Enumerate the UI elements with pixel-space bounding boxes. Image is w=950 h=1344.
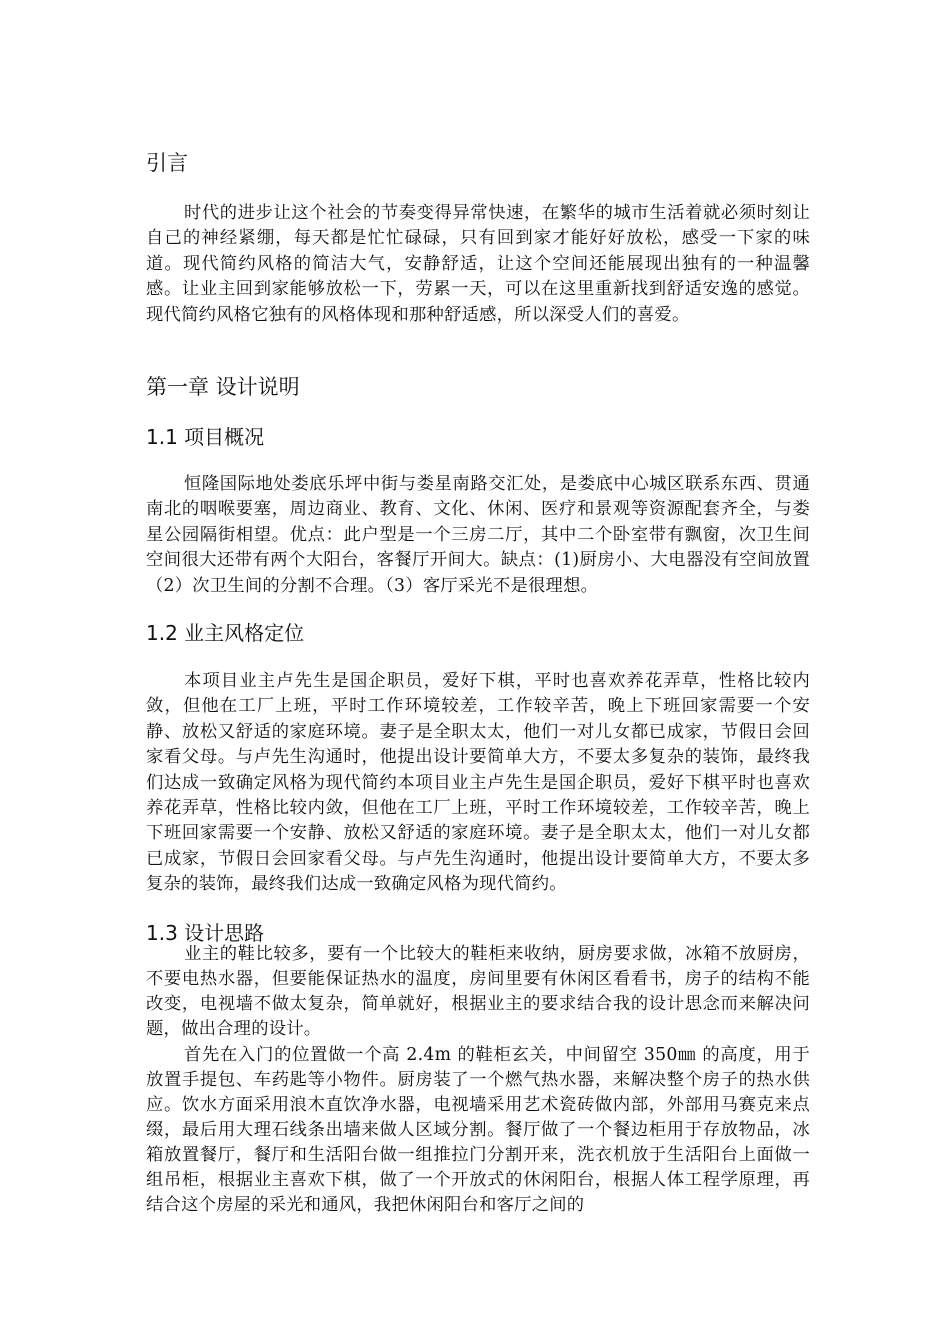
section-1-2-paragraph: 本项目业主卢先生是国企职员，爱好下棋，平时也喜欢养花弄草，性格比较内敛，但他在工厂上班，平时工作环境较差，工作较辛苦，晚上下班回家需要一个安静、放松又舒适的家庭环境。妻子是全职太太，他们一对儿女都已成家，节假日会回家看父母。与卢先生沟通时，他提出设计要简单大方，不要太多复杂的装饰，最终我们达成一致确定风格为现代简约本项目业主卢先生是国企职员，爱好下棋平时也喜欢养花弄草，性格比较内敛，但他在工厂上班，平时工作环境较差，工作较辛苦，晚上下班回家需要一个安静、放松又舒适的家庭环境。妻子是全职太太，他们一对儿女都已成家，节假日会回家看父母。与卢先生沟通时，他提出设计要简单大方，不要太多复杂的装饰，最终我们达成一致确定风格为现代简约。 — [146, 671, 810, 895]
chapter-1-heading: 第一章 设计说明 — [146, 375, 300, 399]
section-1-1-paragraph: 恒隆国际地处娄底乐坪中街与娄星南路交汇处，是娄底中心城区联系东西、贯通南北的咽喉要塞，周边商业、教育、文化、休闲、医疗和景观等资源配套齐全，与娄星公园隔街相望。优点：此户型是一个三房二厅，其中二个卧室带有飘窗，次卫生间空间很大还带有两个大阳台，客餐厅开间大。缺点：(1)厨房小、大电器没有空间放置（2）次卫生间的分割不合理。（3）客厅采光不是很理想。 — [146, 474, 810, 596]
intro-heading: 引言 — [146, 151, 188, 175]
section-1-3-paragraph-2: 首先在入门的位置做一个高 2.4m 的鞋柜玄关，中间留空 350㎜ 的高度，用于放置手提包、车药匙等小物件。厨房装了一个燃气热水器，来解决整个房子的热水供应。饮水方面采用浪木直饮净水器，电视墙采用艺术瓷砖做内部，外部用马赛克来点缀，最后用大理石线条出墙来做人区域分割。餐厅做了一个餐边柜用于存放物品，冰箱放置餐厅，餐厅和生活阳台做一组推拉门分割开来，洗衣机放于生活阳台上面做一组吊柜，根据业主喜欢下棋，做了一个开放式的休闲阳台，根据人体工程学原理，再结合这个房屋的采光和通风，我把休闲阳台和客厅之间的 — [146, 1045, 810, 1215]
section-1-3-heading: 1.3 设计思路 — [146, 921, 265, 945]
intro-paragraph: 时代的进步让这个社会的节奏变得异常快速，在繁华的城市生活着就必须时刻让自己的神经紧绷，每天都是忙忙碌碌，只有回到家才能好好放松，感受一下家的味道。现代简约风格的简洁大气，安静舒适，让这个空间还能展现出独有的一种温馨感。让业主回到家能够放松一下，劳累一天，可以在这里重新找到舒适安逸的感觉。现代简约风格它独有的风格体现和那种舒适感，所以深受人们的喜爱。 — [146, 203, 810, 325]
section-1-3-paragraph-1: 业主的鞋比较多，要有一个比较大的鞋柜来收纳，厨房要求做，冰箱不放厨房，不要电热水器，但要能保证热水的温度，房间里要有休闲区看看书，房子的结构不能改变，电视墙不做太复杂，简单就好，根据业主的要求结合我的设计思念而来解决问题，做出合理的设计。 — [146, 944, 810, 1039]
section-1-2-heading: 1.2 业主风格定位 — [146, 621, 305, 645]
section-1-1-heading: 1.1 项目概况 — [146, 425, 265, 449]
